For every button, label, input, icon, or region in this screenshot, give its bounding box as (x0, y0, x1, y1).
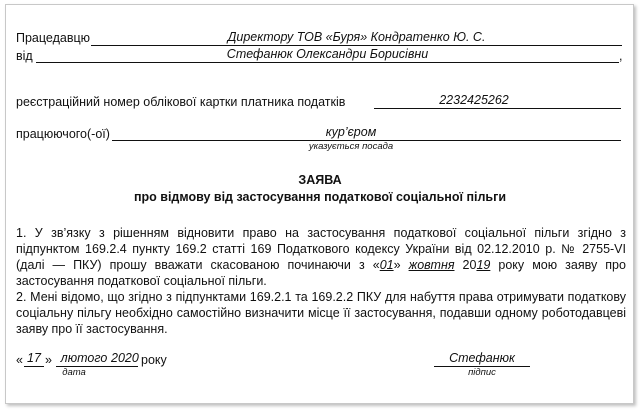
date-day: 17 (27, 351, 41, 365)
date-year: 2020 (111, 351, 139, 365)
doc-subtitle: про відмову від застосування податкової соціальної пільги (133, 190, 507, 204)
date-month: лютого (60, 351, 108, 365)
doc-title: ЗАЯВА (298, 173, 342, 187)
refusal-year: 19 (476, 258, 491, 272)
employer-underline (91, 45, 622, 46)
paragraph-1-mid2: 20 (454, 258, 477, 272)
from-value: Стефанюк Олександри Борисівни (226, 47, 429, 61)
reg-number-underline (374, 108, 621, 109)
date-year-suffix: року (141, 353, 167, 367)
signature-hint: підпис (468, 367, 496, 378)
position-hint: указується посада (308, 141, 394, 152)
paragraph-1-start: 1. У зв’язку з рішенням відновити право на застосування податкової соціальної пільги згідно з підпунктом 169.2.4 пункту 169.2 статті 169 Податкового кодексу України від 02.12.2010 р. № 2755-VI (далі — ПКУ) прошу вважати скасованою починаючи з « (16, 226, 626, 272)
date-close-quote: » (45, 353, 52, 367)
position-value: кур’єром (325, 125, 377, 139)
from-label: від (16, 49, 33, 63)
from-comma: , (619, 49, 623, 63)
refusal-day: 01 (379, 258, 394, 272)
date-hint: дата (62, 367, 86, 378)
position-label: працюючого(-ої) (16, 127, 110, 141)
from-underline (36, 62, 619, 63)
refusal-month: жовтня (408, 258, 455, 272)
reg-number-value: 2232425262 (439, 93, 509, 107)
employer-value: Директору ТОВ «Буря» Кондратенко Ю. С. (227, 30, 486, 44)
paragraph-1 (16, 225, 626, 289)
reg-number-label: реєстраційний номер облікової картки платника податків (16, 95, 346, 109)
employer-label: Працедавцю (16, 31, 91, 45)
signature-value: Стефанюк (449, 351, 515, 365)
paragraph-1-end: року мою заяву про застосування податкової соціальної пільги. (16, 258, 626, 288)
date-open-quote: « (16, 353, 23, 367)
paragraph-1-mid1: » (393, 258, 409, 272)
paragraph-2: 2. Мені відомо, що згідно з підпунктами 169.2.1 та 169.2.2 ПКУ для набуття права отримувати податкову соціальну пільгу необхідно самостійно визначити місце її застосування, подавши одному роботодавцеві заяву про її застосування. (16, 290, 626, 336)
date-day-underline (24, 366, 44, 367)
